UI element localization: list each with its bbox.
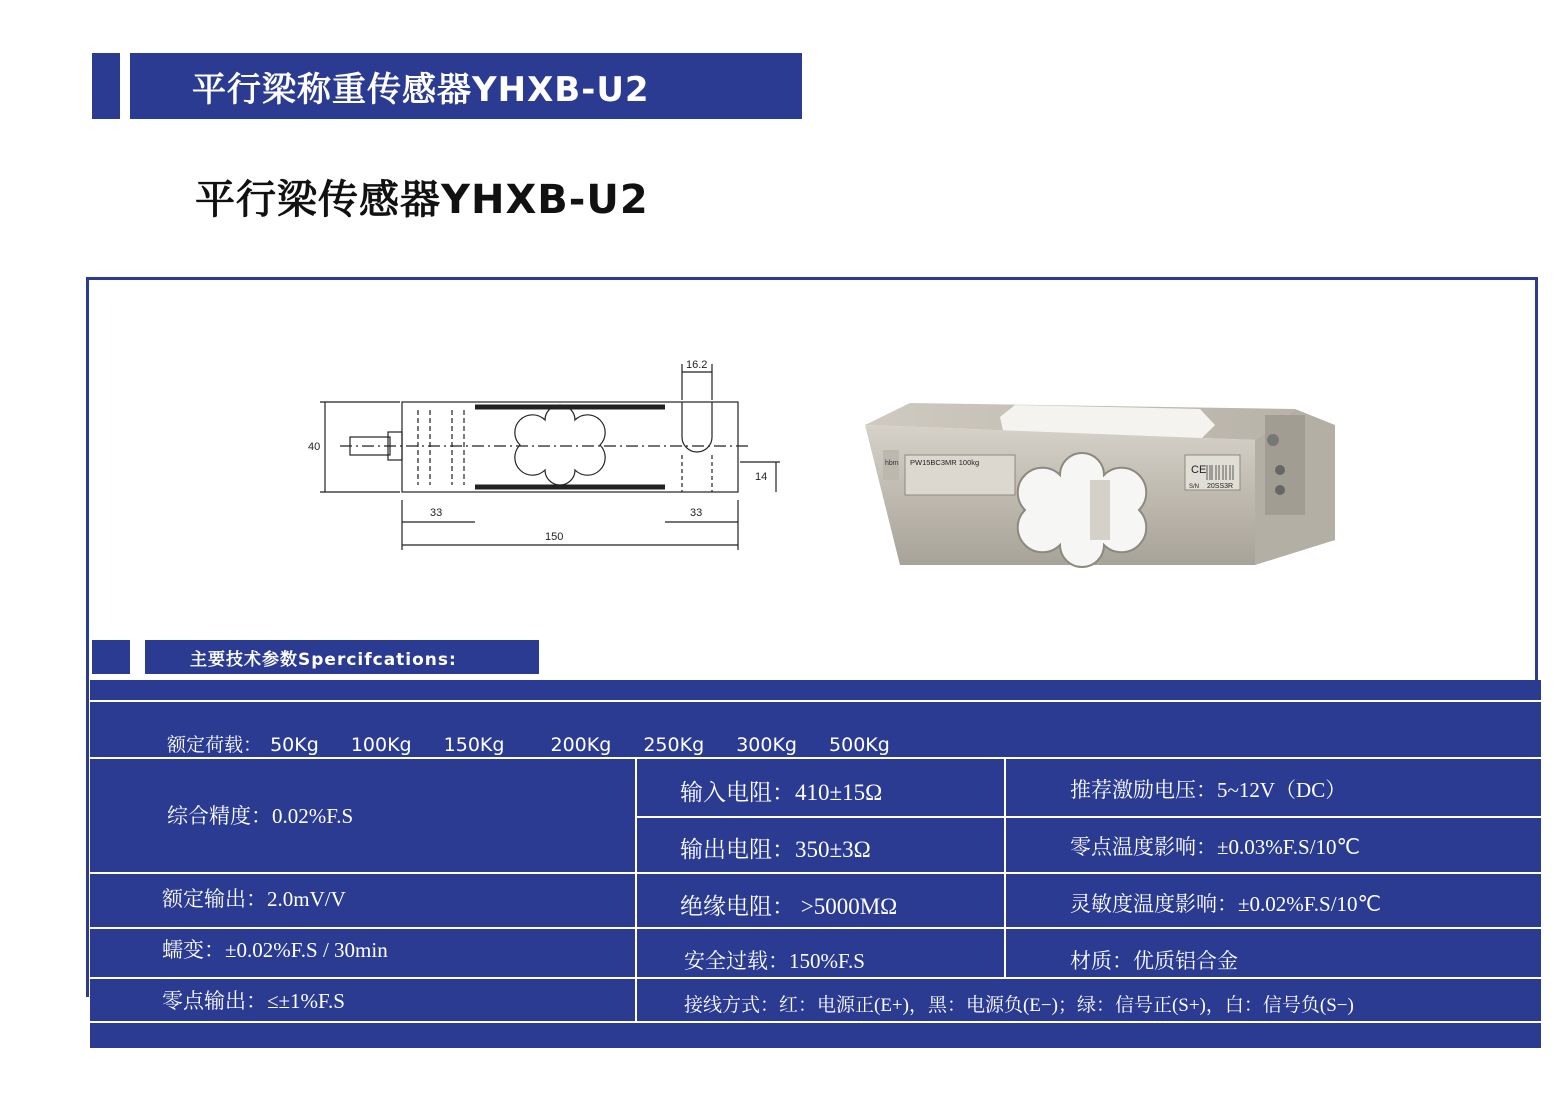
photo-serial: 20SS3R xyxy=(1207,483,1234,490)
dim-40: 40 xyxy=(308,441,321,453)
table-rule xyxy=(90,872,1541,874)
rated-load-value: 300Kg xyxy=(736,734,797,756)
spec-overload: 安全过载：150%F.S xyxy=(684,949,865,973)
header-bar xyxy=(130,53,802,119)
spec-input-resistance: 输入电阻：410±15Ω xyxy=(680,780,883,805)
table-rule xyxy=(90,1021,1541,1023)
spec-accent-block xyxy=(92,640,130,674)
spec-rated-output: 额定输出：2.0mV/V xyxy=(162,887,346,911)
spec-wiring: 接线方式：红：电源正(E+)，黑：电源负(E−)；绿：信号正(S+)，白：信号负(S−) xyxy=(684,995,1354,1016)
rated-load-row xyxy=(167,730,890,757)
ce-mark-icon: CE xyxy=(1191,464,1207,476)
photo-brand: hbm xyxy=(885,460,899,467)
table-rule xyxy=(637,816,1541,818)
table-rule xyxy=(90,757,1541,759)
spec-output-resistance: 输出电阻：350±3Ω xyxy=(680,837,871,862)
table-rule xyxy=(90,927,1541,929)
spec-zero-temp: 零点温度影响：±0.03%F.S/10℃ xyxy=(1070,835,1361,859)
product-subtitle: 平行梁传感器YHXB-U2 xyxy=(195,177,649,223)
rated-load-value: 200Kg xyxy=(550,734,612,756)
spec-zero-output: 零点输出：≤±1%F.S xyxy=(162,989,345,1013)
dim-33-right: 33 xyxy=(690,507,703,519)
spec-table xyxy=(90,680,1541,1048)
photo-sn-label: S/N xyxy=(1189,484,1200,490)
spec-title-bar xyxy=(145,640,539,674)
rated-load-value: 150Kg xyxy=(443,734,505,756)
rated-load-value: 100Kg xyxy=(350,734,412,756)
dim-150: 150 xyxy=(545,531,564,543)
dim-16-2: 16.2 xyxy=(686,359,708,371)
dim-14: 14 xyxy=(755,471,768,483)
load-cell-photo xyxy=(855,395,1340,575)
rated-load-value: 50Kg xyxy=(270,734,319,756)
table-rule xyxy=(90,700,1541,702)
spec-excitation: 推荐激励电压：5~12V（DC） xyxy=(1070,778,1347,802)
dim-33-left: 33 xyxy=(430,507,443,519)
table-divider xyxy=(635,759,637,1021)
header-accent-block xyxy=(92,53,120,119)
page-title: 平行梁称重传感器YHXB-U2 xyxy=(192,69,650,110)
rated-load-label: 额定荷载： xyxy=(167,734,263,756)
spec-sensitivity-temp: 灵敏度温度影响：±0.02%F.S/10℃ xyxy=(1070,892,1382,916)
photo-model-label: PW15BC3MR 100kg xyxy=(910,458,980,467)
table-divider xyxy=(1004,759,1006,977)
spec-section-title: 主要技术参数Spercifcations: xyxy=(190,649,457,670)
spec-creep: 蠕变：±0.02%F.S / 30min xyxy=(162,938,388,962)
table-rule xyxy=(90,977,1541,979)
rated-load-value: 500Kg xyxy=(829,734,890,756)
spec-accuracy: 综合精度：0.02%F.S xyxy=(167,804,354,828)
spec-insulation: 绝缘电阻： >5000MΩ xyxy=(680,894,898,919)
dimension-drawing xyxy=(300,350,780,555)
rated-load-value: 250Kg xyxy=(643,734,705,756)
spec-material: 材质：优质铝合金 xyxy=(1070,949,1238,973)
